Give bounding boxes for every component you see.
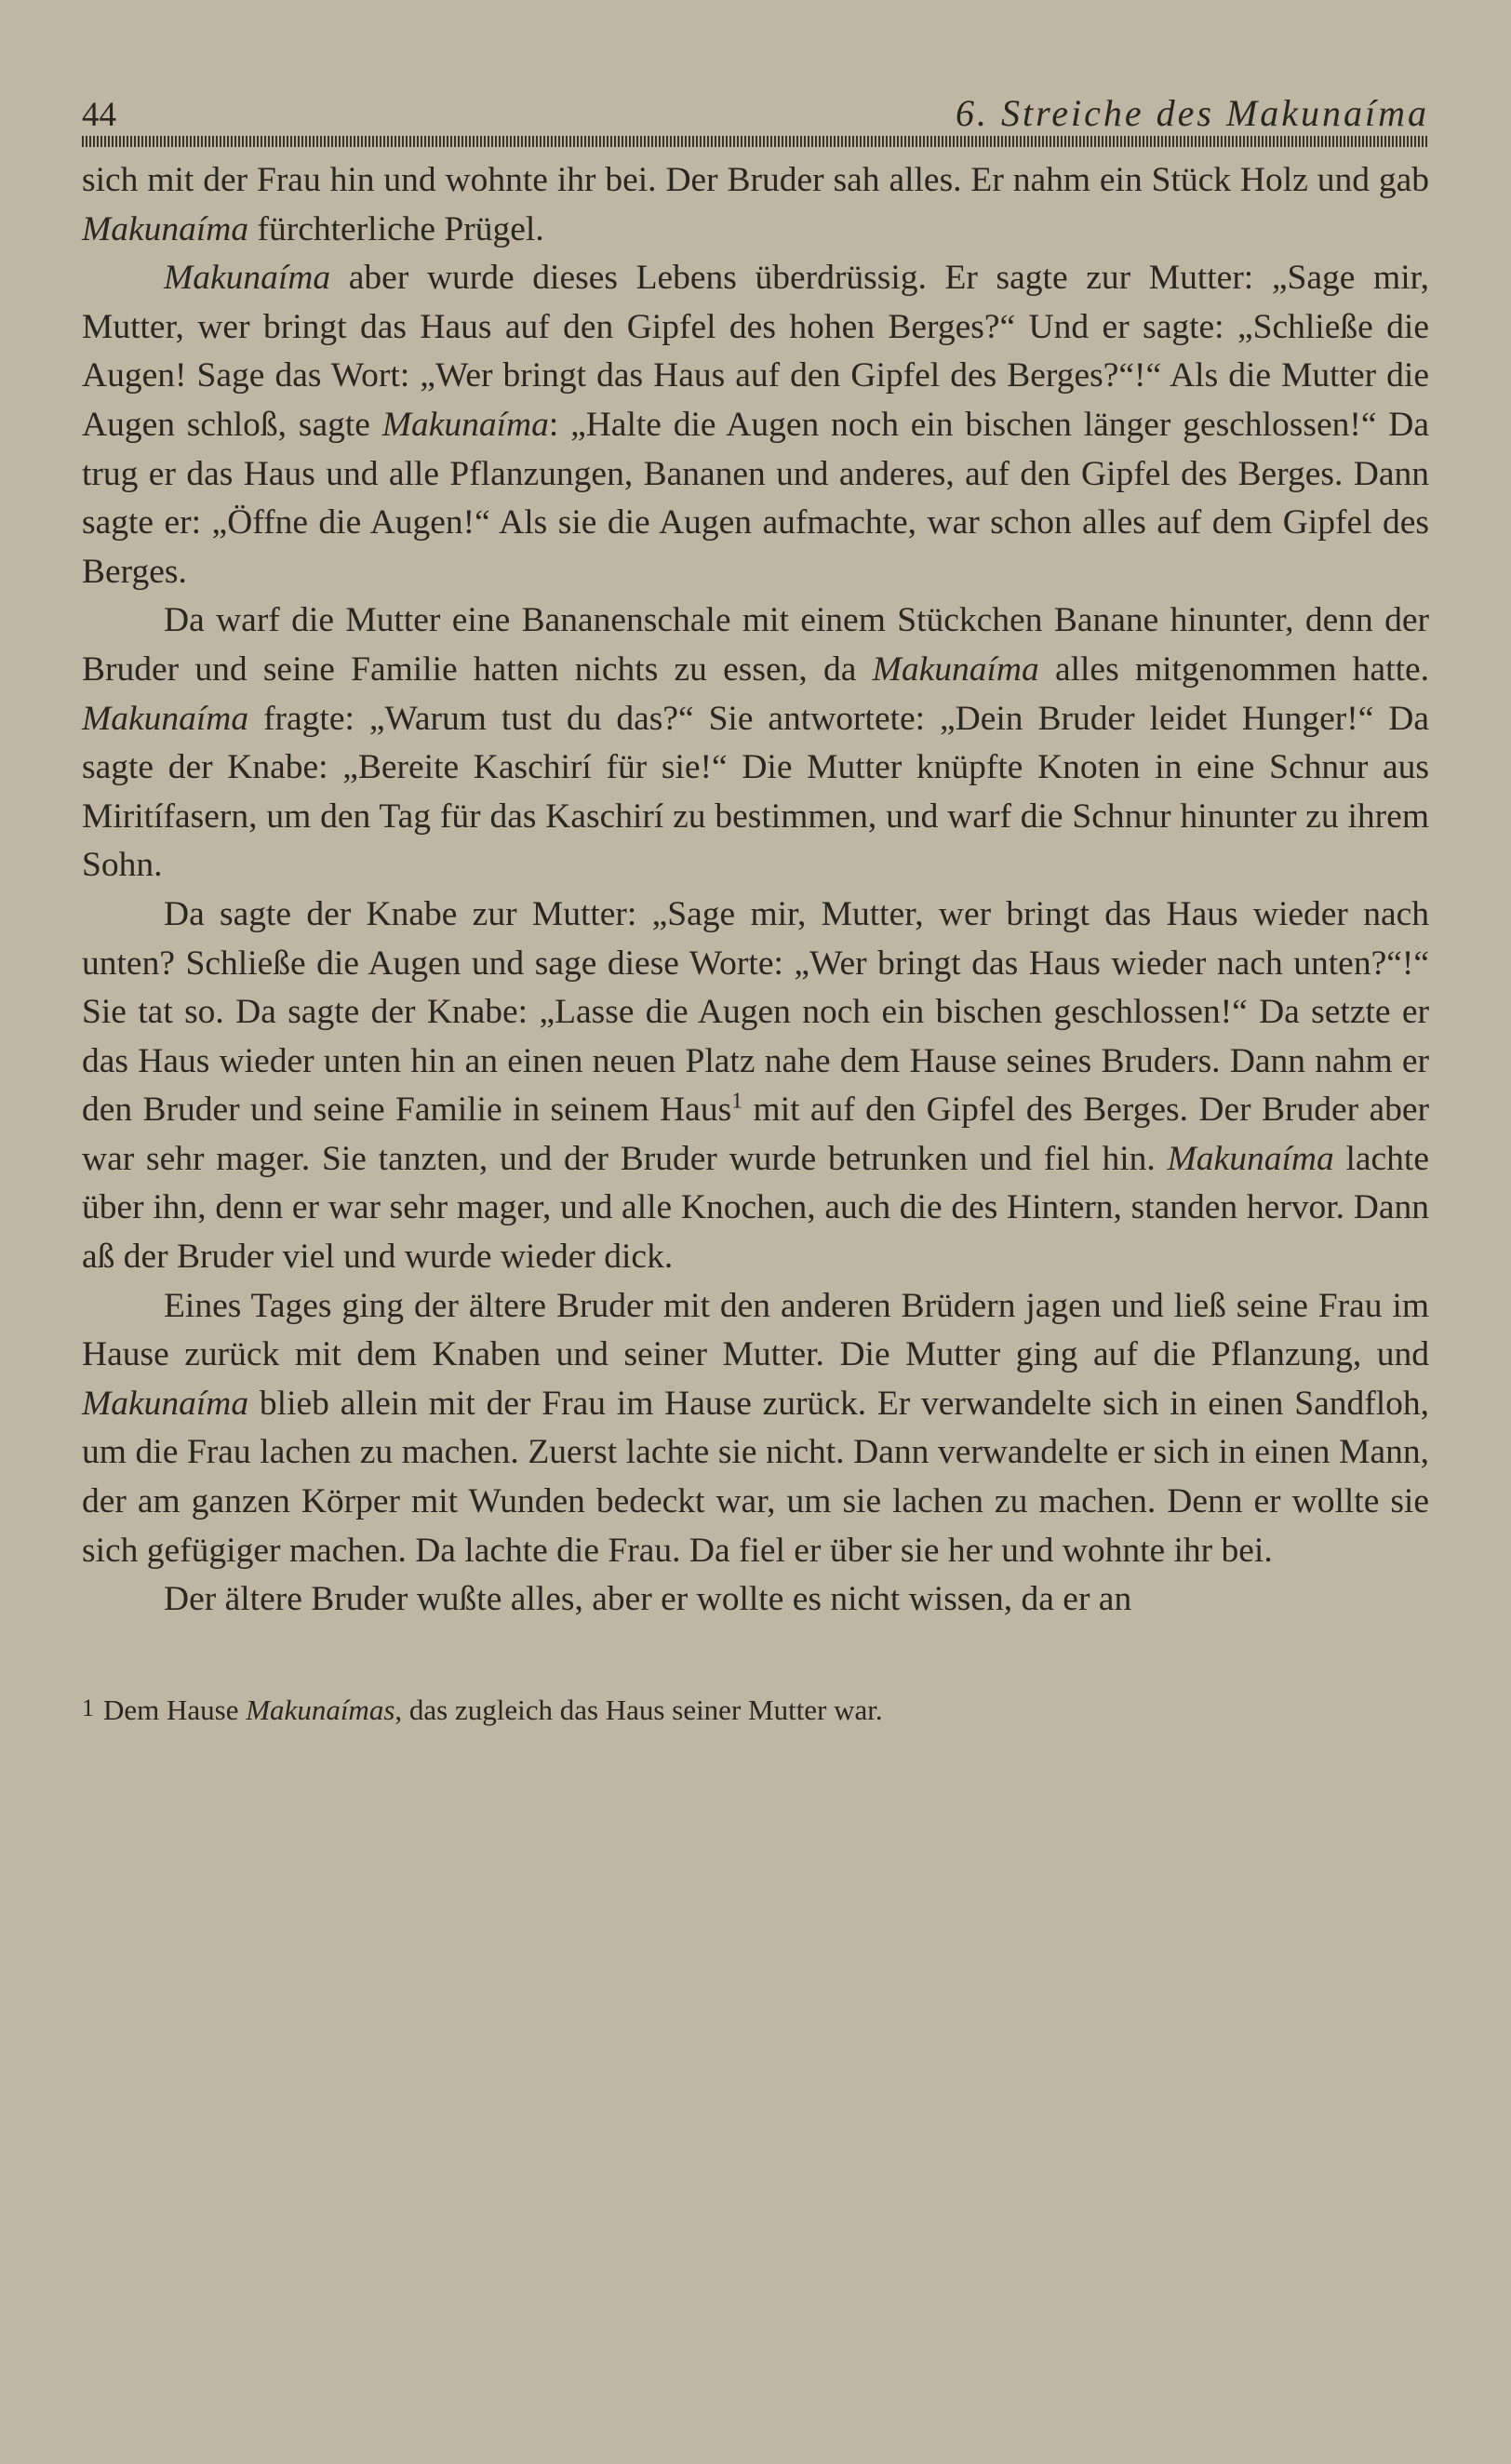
text-run: blieb allein mit der Frau im Hause zurück. Er verwandelte sich in einen Sandfloh, um die Frau lachen zu machen. Zuerst lachte sie nicht. Dann verwandelte er sich in einen Mann, der am ganzen Körper mit Wunden bedeckt war, um sie lachen zu machen. Denn er wollte sie sich gefügiger machen. Da lachte die Frau. Da fiel er über sie her und wohnte ihr bei. (82, 1384, 1429, 1570)
paragraph (82, 1575, 1429, 1625)
italic-name: Makunaíma (82, 699, 249, 738)
paragraph (82, 891, 1429, 1282)
text-run: Eines Tages ging der ältere Bruder mit den anderen Brüdern jagen und ließ seine Frau im Hause zurück mit dem Knaben und seiner Mutter. Die Mutter ging auf die Pflanzung, und (82, 1286, 1429, 1374)
italic-name: Makunaíma (1167, 1139, 1334, 1178)
book-page (82, 89, 1429, 1729)
italic-name: Makunaíma (872, 649, 1039, 689)
text-run: Da warf die Mutter eine Bananenschale mit einem Stückchen Banane hinunter, denn der Bruder und seine Familie hatten nichts zu essen, da (82, 601, 1429, 689)
page-number: 44 (82, 96, 116, 134)
running-title: 6. Streiche des Makunaíma (956, 92, 1429, 134)
footnote-reference: 1 (731, 1089, 743, 1114)
page-header (82, 89, 1429, 134)
text-run: Da sagte der Knabe zur Mutter: „Sage mir, Mutter, wer bringt das Haus wieder nach unten? Schließe die Augen und sage diese Worte: „Wer bringt das Haus wieder nach unten?“!“ Sie tat so. Da sagte der Knabe: „Lasse die Augen noch ein bischen geschlossen!“ Da setzte er das Haus wieder unten hin an einen neuen Platz nahe dem Hause seines Bruders. Dann nahm er den Bruder und seine Familie in seinem Haus (82, 894, 1429, 1130)
paragraph (82, 596, 1429, 891)
text-run: alles mitgenommen hatte. (1038, 649, 1430, 689)
paragraph (82, 1282, 1429, 1576)
text-run: aber wurde dieses Lebens überdrüssig. Er sagte zur Mutter: „Sage mir, Mutter, wer bringt das Haus auf den Gipfel des hohen Berges?“ Und er sagte: „Schließe die Augen! Sage das Wort: „Wer bringt das Haus auf den Gipfel des Berges?“!“ Als die Mutter die Augen schloß, sagte (82, 259, 1429, 444)
header-rule (82, 136, 1429, 147)
italic-name: Makunaíma (381, 405, 549, 444)
text-run: fragte: „Warum tust du das?“ Sie antwortete: „Dein Bruder leidet Hunger!“ Da sagte der Knabe: „Bereite Kaschirí für sie!“ Die Mutter knüpfte Knoten in eine Schnur aus Miritífasern, um den Tag für das Kaschirí zu bestimmen, und warf die Schnur hinunter zu ihrem Sohn. (82, 699, 1429, 885)
text-run: sich mit der Frau hin und wohnte ihr bei. Der Bruder sah alles. Er nahm ein Stück Holz und gab (82, 161, 1429, 199)
text-run: Dem Hause (103, 1693, 247, 1726)
text-run: lachte über ihn, denn er war sehr mager, und alle Knochen, auch die des Hintern, standen hervor. Dann aß der Bruder viel und wurde wieder dick. (82, 1139, 1429, 1277)
footnote-mark: 1 (82, 1694, 94, 1721)
text-run: : „Halte die Augen noch ein bischen länger geschlossen!“ Da trug er das Haus und alle Pflanzungen, Bananen und anderes, auf den Gipfel des Berges. Dann sagte er: „Öffne die Augen!“ Als sie die Augen aufmachte, war schon alles auf dem Gipfel des Berges. (82, 405, 1429, 591)
text-run: , das zugleich das Haus seiner Mutter war. (394, 1693, 883, 1726)
paragraph (82, 156, 1429, 254)
italic-name: Makunaíma (82, 1384, 249, 1423)
footnote (82, 1690, 1429, 1729)
paragraph (82, 254, 1429, 596)
italic-name: Makunaíma (164, 259, 331, 298)
text-run: mit auf den Gipfel des Berges. Der Bruder aber war sehr mager. Sie tanzten, und der Bruder wurde betrunken und fiel hin. (82, 1091, 1429, 1178)
text-run: fürchterliche Prügel. (248, 209, 544, 248)
italic-name: Makunaíma (82, 209, 249, 248)
italic-name: Makunaímas (246, 1693, 395, 1726)
text-run: Der ältere Bruder wußte alles, aber er wollte es nicht wissen, da er an (164, 1580, 1132, 1619)
body-text (82, 156, 1429, 1625)
